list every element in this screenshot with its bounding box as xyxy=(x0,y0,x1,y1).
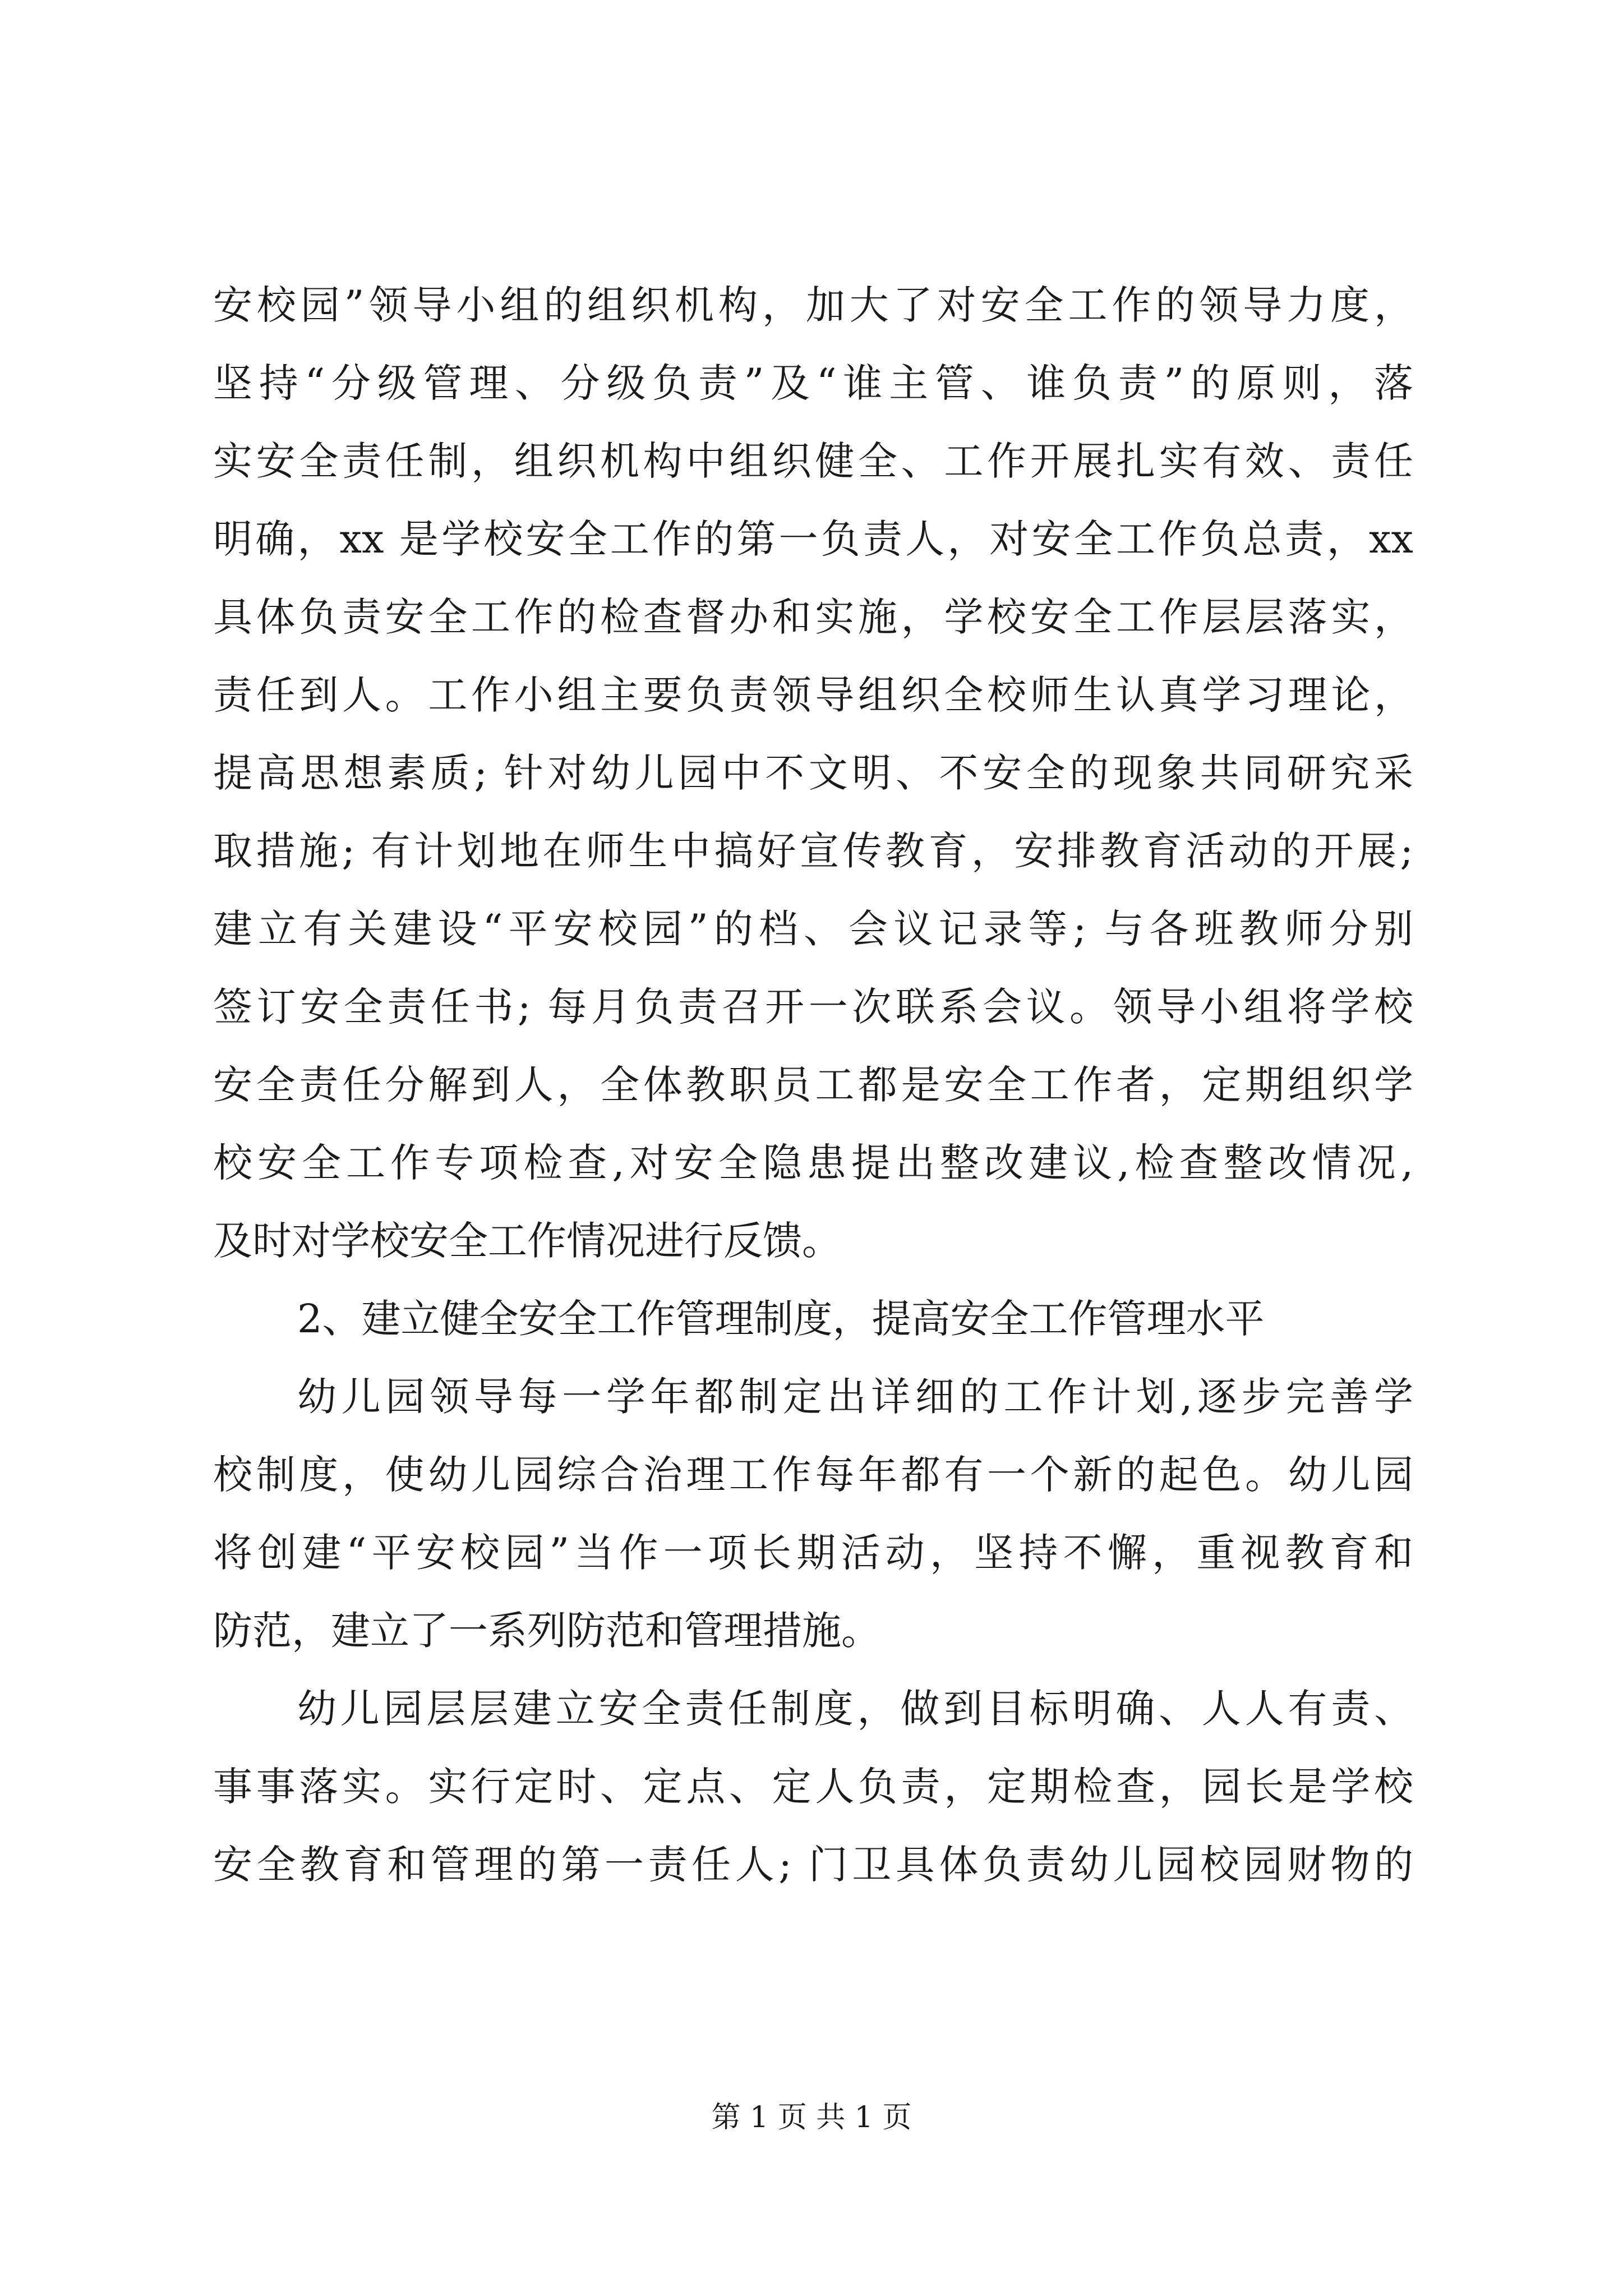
text-line: 防范，建立了一系列防范和管理措施。 xyxy=(213,1608,880,1654)
section-heading: 2、建立健全安全工作管理制度，提高安全工作管理水平 xyxy=(297,1296,1265,1342)
text-line: 提高思想素质; 针对幼儿园中不文明、不安全的现象共同研究采 xyxy=(213,750,1413,796)
text-line: 幼儿园层层建立安全责任制度，做到目标明确、人人有责、 xyxy=(297,1686,1413,1732)
text-line: 安校园”领导小组的组织机构，加大了对安全工作的领导力度， xyxy=(213,282,1413,328)
text-line: 具体负责安全工作的检查督办和实施，学校安全工作层层落实， xyxy=(213,594,1413,640)
text-line: 安全责任分解到人，全体教职员工都是安全工作者，定期组织学 xyxy=(213,1062,1413,1108)
text-line: 校制度，使幼儿园综合治理工作每年都有一个新的起色。幼儿园 xyxy=(213,1452,1413,1498)
text-line: 明确，xx 是学校安全工作的第一负责人，对安全工作负总责，xx xyxy=(213,516,1413,562)
text-line: 将创建“平安校园”当作一项长期活动，坚持不懈，重视教育和 xyxy=(213,1530,1413,1576)
page-number-footer: 第 1 页 共 1 页 xyxy=(711,2101,912,2134)
text-line: 坚持“分级管理、分级负责”及“谁主管、谁负责”的原则，落 xyxy=(213,360,1413,406)
text-line: 责任到人。工作小组主要负责领导组织全校师生认真学习理论， xyxy=(213,672,1413,718)
text-line: 签订安全责任书; 每月负责召开一次联系会议。领导小组将学校 xyxy=(213,984,1413,1030)
text-line: 实安全责任制，组织机构中组织健全、工作开展扎实有效、责任 xyxy=(213,438,1413,484)
document-body xyxy=(213,266,1413,1904)
text-line: 幼儿园领导每一学年都制定出详细的工作计划,逐步完善学 xyxy=(297,1374,1413,1420)
text-line: 建立有关建设“平安校园”的档、会议记录等; 与各班教师分别 xyxy=(213,906,1413,952)
text-line: 校安全工作专项检查,对安全隐患提出整改建议,检查整改情况, xyxy=(213,1140,1413,1186)
text-line: 事事落实。实行定时、定点、定人负责，定期检查，园长是学校 xyxy=(213,1764,1413,1810)
text-line: 取措施; 有计划地在师生中搞好宣传教育，安排教育活动的开展; xyxy=(213,828,1413,874)
text-line: 安全教育和管理的第一责任人; 门卫具体负责幼儿园校园财物的 xyxy=(213,1842,1413,1888)
text-line: 及时对学校安全工作情况进行反馈。 xyxy=(213,1218,841,1264)
